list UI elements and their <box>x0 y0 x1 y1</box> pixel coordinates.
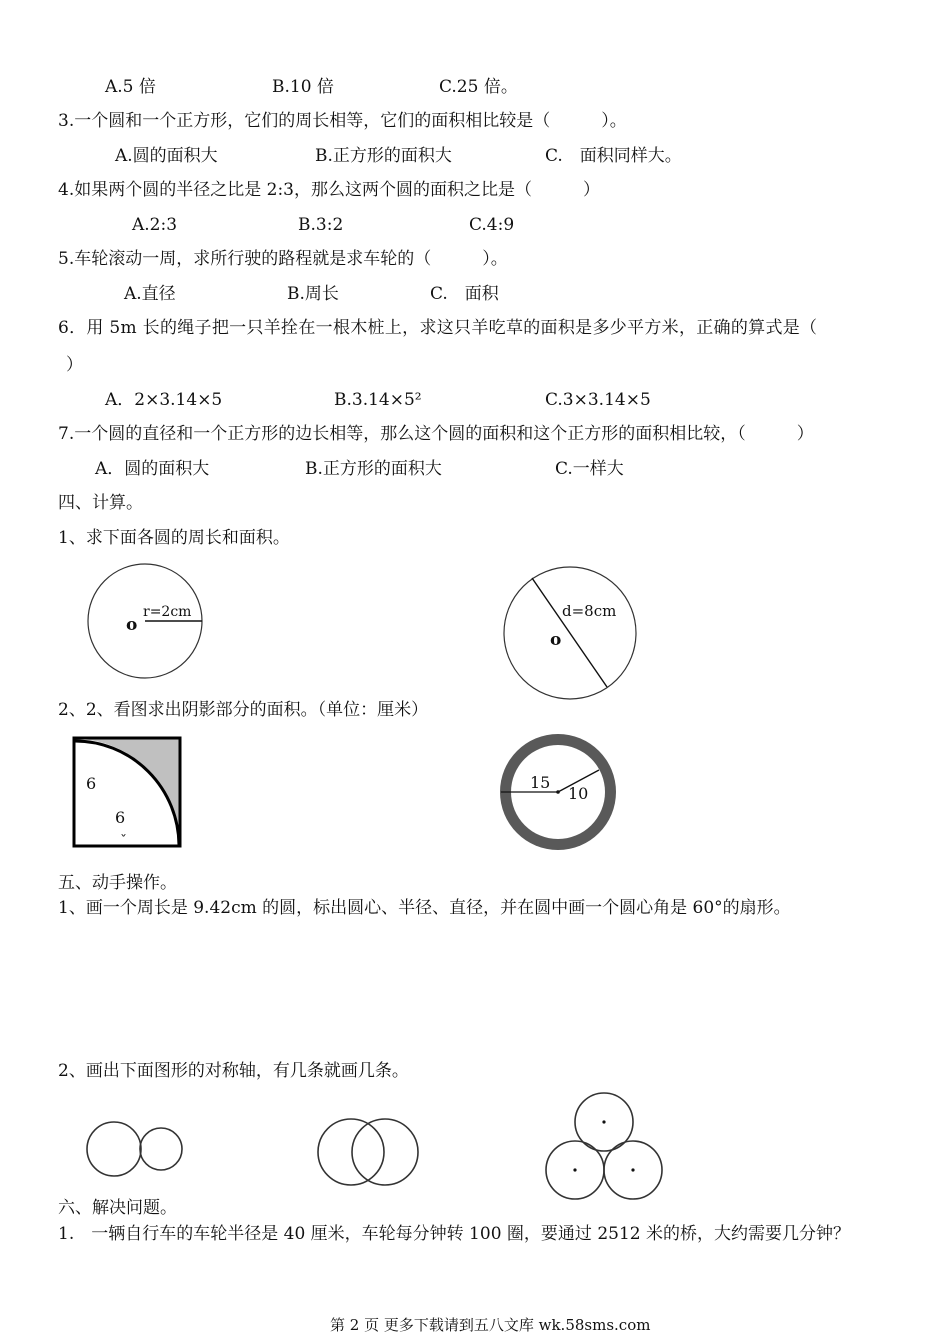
q5-option-b: B.周长 <box>287 284 339 304</box>
q4-option-b: B.3:2 <box>298 215 344 235</box>
page-footer: 第 2 页 更多下载请到五八文库 wk.58sms.com <box>330 1316 651 1334</box>
q4-option-a: A.2:3 <box>132 215 178 235</box>
q5-option-c: C. 面积 <box>430 284 499 304</box>
circle-diameter-figure <box>504 567 636 699</box>
section-4-problem-1: 1、求下面各圆的周长和面积。 <box>58 528 290 548</box>
q3-option-b: B.正方形的面积大 <box>315 146 452 166</box>
ring-outer-radius-label: 15 <box>530 773 551 792</box>
question-5: 5.车轮滚动一周，求所行驶的路程就是求车轮的（ ）。 <box>58 249 508 269</box>
q3-option-a: A.圆的面积大 <box>115 146 218 166</box>
square-side-label: 6 <box>86 774 97 793</box>
circle2-center-label: o <box>550 630 562 650</box>
section-6-problem-1: 1. 一辆自行车的车轮半径是 40 厘米，车轮每分钟转 100 圈，要通过 2512 米的桥，大约需要几分钟？ <box>58 1224 850 1244</box>
section-6-title: 六、解决问题。 <box>58 1198 177 1218</box>
two-overlapping-circles-figure <box>318 1119 418 1185</box>
question-4: 4.如果两个圆的半径之比是 2:3，那么这两个圆的面积之比是（ ） <box>58 180 600 200</box>
section-4-problem-2: 2、2、看图求出阴影部分的面积。（单位：厘米） <box>58 700 429 720</box>
square-radius-label: 6 <box>115 808 126 827</box>
q7-option-a: A．圆的面积大 <box>95 459 210 479</box>
section-4-title: 四、计算。 <box>58 493 143 513</box>
q7-option-b: B.正方形的面积大 <box>305 459 442 479</box>
question-3: 3.一个圆和一个正方形，它们的周长相等，它们的面积相比较是（ ）。 <box>58 111 627 131</box>
q2-option-b: B.10 倍 <box>272 77 334 97</box>
square-mark: ˇ <box>120 833 127 849</box>
q6-option-b: B.3.14×5² <box>334 390 422 410</box>
ring-inner-radius-label: 10 <box>568 784 589 803</box>
q6-option-a: A．2×3.14×5 <box>105 390 223 410</box>
q5-option-a: A.直径 <box>124 284 176 304</box>
square-quarter-circle-figure <box>74 738 180 849</box>
circle1-center-label: o <box>126 615 138 635</box>
circle1-radius-label: r=2cm <box>143 604 192 620</box>
two-touching-circles-figure <box>87 1122 182 1176</box>
section-5-problem-2: 2、画出下面图形的对称轴，有几条就画几条。 <box>58 1061 409 1081</box>
ring-figure <box>500 734 616 850</box>
q7-option-c: C.一样大 <box>555 459 624 479</box>
question-7: 7.一个圆的直径和一个正方形的边长相等，那么这个圆的面积和这个正方形的面积相比较，（ ） <box>58 424 814 444</box>
q4-option-c: C.4:9 <box>469 215 515 235</box>
circle-radius-figure <box>88 564 202 678</box>
question-6: 6．用 5m 长的绳子把一只羊拴在一根木桩上，求这只羊吃草的面积是多少平方米，正确的算式是（ <box>58 318 818 338</box>
q6-option-c: C.3×3.14×5 <box>545 390 651 410</box>
q2-option-c: C.25 倍。 <box>439 77 518 97</box>
q2-option-a: A.5 倍 <box>105 77 156 97</box>
circle2-diameter-label: d=8cm <box>562 602 617 620</box>
section-5-problem-1: 1、画一个周长是 9.42cm 的圆，标出圆心、半径、直径，并在圆中画一个圆心角是 60°的扇形。 <box>58 898 791 918</box>
section-5-title: 五、动手操作。 <box>58 873 177 893</box>
q3-option-c: C. 面积同样大。 <box>545 146 682 166</box>
three-circles-figure <box>546 1093 662 1199</box>
question-6-continued: ） <box>66 355 83 375</box>
